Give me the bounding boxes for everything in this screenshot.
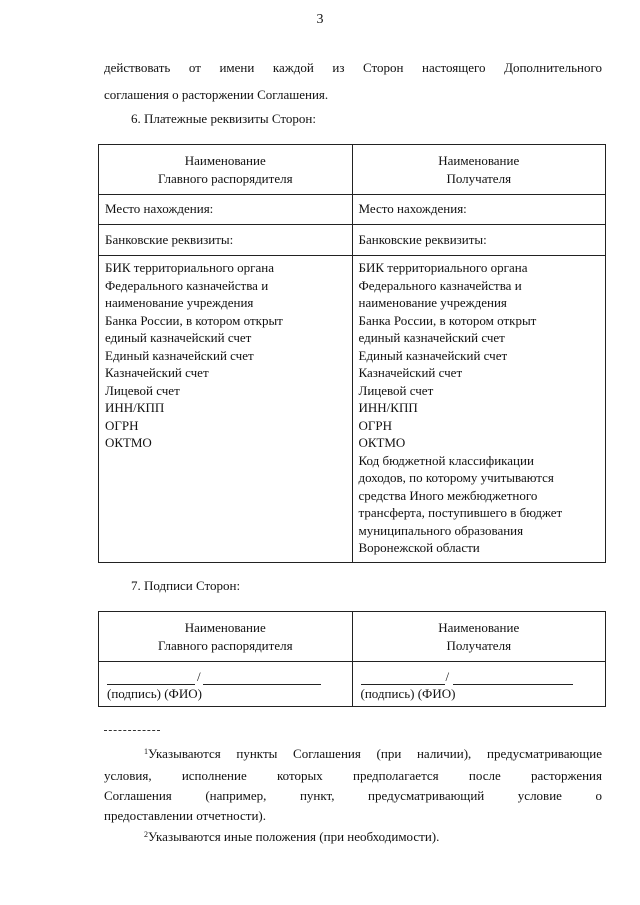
party2-detail-line: Банка России, в котором открыт	[358, 312, 537, 328]
party2-header-cell	[352, 145, 606, 195]
party1-detail-line: ОКТМО	[105, 435, 152, 450]
sign-party2-header-line2: Получателя	[446, 637, 512, 653]
sign-party2-header-line1: Наименование	[438, 620, 520, 635]
party1-detail-line: единый казначейский счет	[105, 330, 252, 345]
party2-detail-line: Казначейский счет	[358, 365, 463, 380]
footnote-1-line-3: Соглашения (например, пункт, предусматривающий условие о	[104, 788, 602, 803]
party1-signature-cell	[99, 662, 353, 707]
party2-detail-line: Воронежской области	[358, 540, 480, 555]
sign-party1-header-cell	[99, 612, 353, 662]
party1-detail-line: БИК территориального органа	[105, 260, 274, 275]
party2-location-label: Место нахождения:	[352, 195, 606, 225]
party2-name-line	[453, 684, 573, 685]
party2-detail-line: ИНН/КПП	[358, 400, 418, 415]
party2-detail-line: единый казначейский счет	[358, 330, 505, 345]
signatures-table	[98, 611, 606, 707]
footnote-2-marker: 2	[144, 830, 148, 839]
party2-detail-line: наименование учреждения	[358, 295, 507, 310]
party1-name-line	[203, 684, 321, 685]
footnote-1-line-2: условия, исполнение которых предполагается после расторжения	[104, 768, 602, 783]
party2-detail-line: БИК территориального органа	[358, 260, 528, 275]
party2-signature-slash: /	[445, 669, 450, 684]
party1-header-line2: Главного распорядителя	[157, 170, 293, 186]
party2-detail-line: трансферта, поступившего в бюджет	[358, 505, 563, 520]
party2-sign-caption: (подпись) (ФИО)	[360, 686, 456, 701]
intro-line-1: действовать от имени каждой из Сторон настоящего Дополнительного	[104, 60, 602, 75]
section-7-heading: 7. Подписи Сторон:	[131, 578, 241, 593]
party2-detail-line: Код бюджетной классификации	[358, 452, 534, 468]
party1-detail-line: наименование учреждения	[105, 295, 254, 310]
party1-detail-line: ОГРН	[105, 417, 139, 433]
party1-bank-label: Банковские реквизиты:	[99, 225, 353, 256]
party1-sign-caption: (подпись) (ФИО)	[107, 686, 202, 701]
party2-signature-cell	[352, 662, 606, 707]
footnote-1-text-1: Указываются пункты Соглашения (при наличии), предусматривающие	[148, 746, 602, 761]
party1-header-cell	[99, 145, 353, 195]
party2-detail-line: доходов, по которому учитываются	[358, 470, 554, 485]
party2-detail-line: муниципального образования	[358, 522, 524, 538]
party2-details-cell	[352, 256, 606, 563]
footnote-2-text: Указываются иные положения (при необходимости).	[148, 829, 440, 844]
party1-detail-line: Федерального казначейства и	[105, 277, 269, 293]
party1-detail-line: Казначейский счет	[105, 365, 209, 380]
footnote-1-marker: 1	[144, 747, 148, 756]
party1-details-cell	[99, 256, 353, 563]
sign-party2-header-cell	[352, 612, 606, 662]
footnote-separator	[104, 730, 160, 731]
intro-line-2: соглашения о расторжении Соглашения.	[104, 87, 329, 102]
party2-header-line1: Наименование	[438, 153, 520, 168]
party2-detail-line: Лицевой счет	[358, 382, 434, 398]
party2-detail-line: ОГРН	[358, 417, 393, 433]
party2-bank-label: Банковские реквизиты:	[352, 225, 606, 256]
party1-signature-slash: /	[197, 669, 201, 684]
party1-location-label: Место нахождения:	[99, 195, 353, 225]
party2-header-line2: Получателя	[446, 170, 512, 186]
party1-detail-line: Единый казначейский счет	[105, 347, 254, 363]
party2-detail-line: средства Иного межбюджетного	[358, 487, 538, 503]
party2-detail-line: Единый казначейский счет	[358, 347, 508, 363]
footnote-2	[104, 827, 602, 846]
party1-detail-line: ИНН/КПП	[105, 400, 165, 415]
payment-details-table	[98, 144, 606, 563]
party2-detail-line: Федерального казначейства и	[358, 277, 522, 293]
party1-detail-line: Лицевой счет	[105, 382, 180, 398]
section-6-heading: 6. Платежные реквизиты Сторон:	[131, 111, 316, 126]
page-number: 3	[316, 12, 324, 27]
footnote-1-line-4: предоставлении отчетности).	[104, 808, 266, 823]
sign-party1-header-line2: Главного распорядителя	[157, 637, 293, 653]
footnote-1-line-1	[104, 744, 602, 763]
party1-detail-line: Банка России, в котором открыт	[105, 312, 283, 328]
sign-party1-header-line1: Наименование	[184, 620, 266, 635]
party2-detail-line: ОКТМО	[358, 435, 406, 450]
party1-header-line1: Наименование	[184, 153, 266, 168]
